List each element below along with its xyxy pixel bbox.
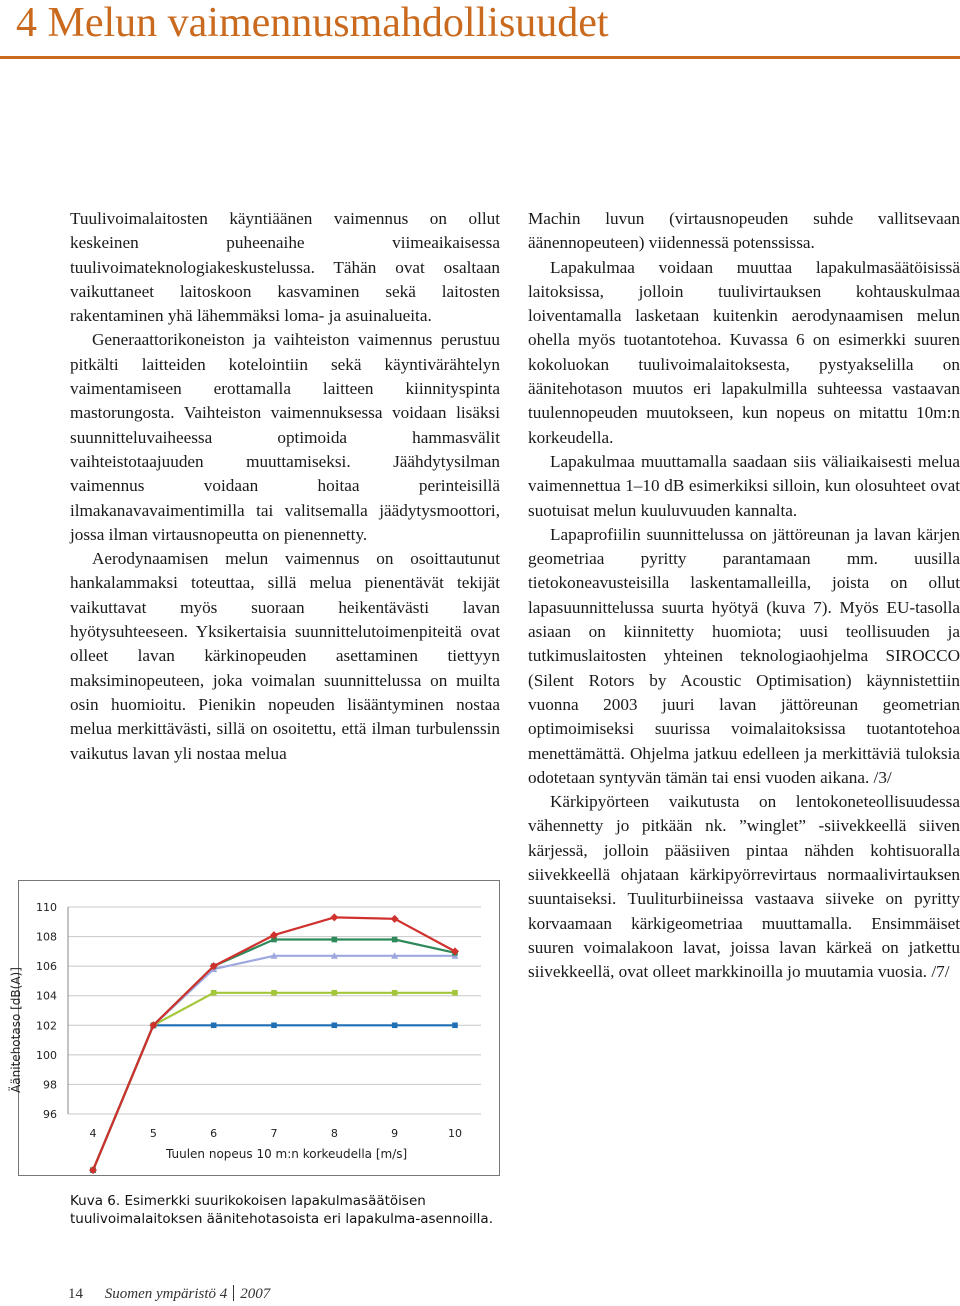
paragraph: Kärkipyörteen vaikutusta on lentokoneteollisuudessa vähennetty jo pitkään nk. ”winglet” -siivekkeellä siiven kärjessä, jolloin pääsiiven pintaa nähden kohtisuoralla siivekkeellä ohjataan kärkipyörrevirtaus normaalivirtauksen suuntaiseksi. Tuuliturbiineissa vastaava siiveke on pyritty korvaamaan kärkigeometriaa muuttamalla. Ensimmäiset suuren voimalakoon lavat, joissa lavan kärkeä on jatkettu siivekkeellä, ovat olleet markkinoilla jo muutamia vuosia. /7/ bbox=[528, 792, 960, 982]
data-point bbox=[392, 937, 398, 943]
x-tick-label: 10 bbox=[448, 1127, 462, 1140]
caption-label: Kuva 6. bbox=[70, 1193, 121, 1209]
paragraph: Generaattorikoneiston ja vaihteiston vaimennus perustuu pitkälti laitteiden kotelointiin sekä käyntivärähtelyn vaimentamiseen erottamalla laitteen kiinnityspinta mastorungosta. Vaihteiston vaimennuksessa voidaan lisäksi suunnitteluvaiheessa optimoida hammasvälit vaihteistotaajuuden muuttamiseksi. Jäähdytysilman vaimennus voidaan hoitaa perinteisillä ilmakanavavaimentimilla tai valitsemalla jäädytysmoottori, jossa ilman virtausnopeutta on pienennetty. bbox=[70, 330, 500, 544]
data-point bbox=[211, 990, 217, 996]
paragraph: Machin luvun (virtausnopeuden suhde vallitsevaan äänennopeuteen) viidennessä potenssissa. bbox=[528, 209, 960, 253]
data-point bbox=[330, 913, 338, 921]
y-tick-label: 104 bbox=[36, 989, 57, 1003]
caption-text: Esimerkki suurikokoisen lapakulmasäätöisen tuulivoimalaitoksen äänitehotasoista eri lapakulma-asennoilla. bbox=[70, 1193, 493, 1227]
y-tick-label: 108 bbox=[36, 930, 57, 944]
figure-caption bbox=[70, 1192, 510, 1228]
x-tick-label: 7 bbox=[270, 1127, 278, 1140]
data-point bbox=[452, 1022, 458, 1028]
line-chart bbox=[19, 881, 501, 1177]
paragraph: Lapaprofiilin suunnittelussa on jättöreunan ja lavan kärjen geometriaa pyritty parantamaan mm. uusilla tietokoneavusteisilla laskentamalleilla, joista on ollut lapasuunnittelussa suurta hyötyä (kuva 7). Myös EU-tasolla asiaan on kiinnitetty huomiota; uusi teollisuuden ja tutkimuslaitosten yhteinen teknologiaohjelma SIROCCO (Silent Rotors by Acoustic Optimisation) käynnistettiin vuonna 2003 juuri lavan jättöreunan geometrian optimoimiseksi suurissa voimalaitoksissa tuotantotehoa menettämättä. Ohjelma jatkuu edelleen ja merkittäviä tuloksia odotetaan syntyvän tämän tai ensi vuoden aikana. /3/ bbox=[528, 524, 960, 787]
page-number: 14 bbox=[68, 1286, 83, 1302]
data-point bbox=[392, 990, 398, 996]
left-text-column bbox=[70, 207, 500, 766]
right-text-column bbox=[528, 207, 960, 985]
y-tick-label: 106 bbox=[36, 960, 57, 974]
y-tick-label: 100 bbox=[36, 1048, 57, 1062]
y-tick-label: 98 bbox=[43, 1078, 57, 1092]
x-tick-label: 9 bbox=[391, 1127, 399, 1140]
y-axis-label-text: Äänitehotaso [dB(A)] bbox=[9, 967, 23, 1093]
x-tick-label: 4 bbox=[89, 1127, 97, 1140]
data-point bbox=[211, 1022, 217, 1028]
chart-frame bbox=[18, 880, 500, 1176]
x-tick-label: 6 bbox=[210, 1127, 218, 1140]
data-point bbox=[271, 1022, 277, 1028]
data-point bbox=[391, 915, 399, 923]
y-tick-label: 110 bbox=[36, 901, 57, 914]
paragraph: Tuulivoimalaitosten käyntiäänen vaimennus on ollut keskeinen puheenaihe viimeaikaisessa tuulivoimateknologiakeskustelussa. Tähän ovat osaltaan vaikuttaneet laitoskoon kasvaminen sekä laitosten rakentaminen yhä lähemmäksi loma- ja asuinalueita. bbox=[70, 209, 500, 326]
footer-separator bbox=[233, 1285, 234, 1301]
x-tick-label: 8 bbox=[330, 1127, 338, 1140]
series-line bbox=[93, 993, 455, 1170]
y-tick-label: 102 bbox=[36, 1019, 57, 1033]
title-rule bbox=[0, 56, 960, 59]
publication-name: Suomen ympäristö bbox=[104, 1286, 216, 1302]
paragraph: Aerodynaamisen melun vaimennus on osoittautunut hankalammaksi toteuttaa, sillä melua pienentävät tekijät vaikuttavat myös suoraan heikentävästi lavan hyötysuhteeseen. Yksikertaisia suunnittelutoimenpiteitä ovat olleet lavan kärkinopeuden asettaminen tiettyyn maksiminopeuteen, joka voimalan suunnittelussa on muilta osin huomioitu. Pienikin nopeuden lisääntyminen nostaa melua merkittävästi, sillä on osoitettu, että ilman turbulenssin vaikutus lavan yli nostaa melua bbox=[70, 549, 500, 763]
data-point bbox=[332, 1022, 338, 1028]
data-point bbox=[452, 990, 458, 996]
publication-year: 2007 bbox=[240, 1286, 271, 1302]
x-axis-label: Tuulen nopeus 10 m:n korkeudella [m/s] bbox=[166, 1147, 408, 1161]
paragraph: Lapakulmaa voidaan muuttaa lapakulmasäätöisissä laitoksissa, jolloin tuulivirtauksen kohtauskulmaa loiventamalla lasketaan kuitenkin aerodynaamisen melun ohella myös tuotantotehoa. Kuvassa 6 on esimerkki suuren kokoluokan tuulivoimalaitoksesta, pystyakselilla on äänitehotason muutos eri lapakulmilla suhteessa vastaavan tuulennopeuden muutokseen, kun nopeus on mitattu 10m:n korkeudella. bbox=[528, 257, 960, 447]
x-tick-label: 5 bbox=[149, 1127, 157, 1140]
data-point bbox=[332, 990, 338, 996]
page-footer bbox=[68, 1285, 270, 1303]
data-point bbox=[392, 1022, 398, 1028]
data-point bbox=[271, 990, 277, 996]
data-point bbox=[332, 937, 338, 943]
paragraph: Lapakulmaa muuttamalla saadaan siis väliaikaisesti melua vaimennettua 1–10 dB esimerkiksi silloin, kun olosuhteet ovat suotuisat melun kuuluvuuden kannalta. bbox=[528, 451, 960, 520]
chapter-title: 4 Melun vaimennusmahdollisuudet bbox=[16, 0, 609, 46]
y-tick-label: 96 bbox=[43, 1108, 57, 1121]
publication-issue: 4 bbox=[219, 1286, 228, 1302]
